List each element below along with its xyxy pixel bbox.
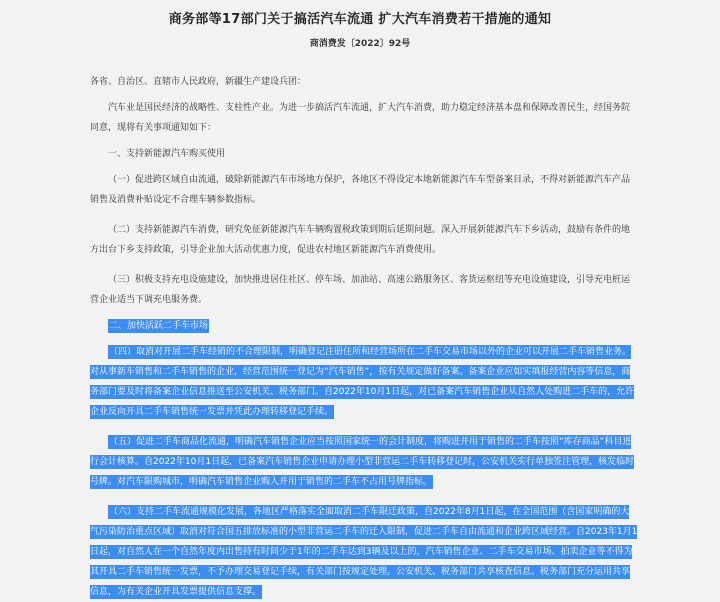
paragraph-item-4[interactable] xyxy=(90,342,638,422)
document-body xyxy=(90,72,638,602)
document-title: 商务部等17部门关于搞活汽车流通 扩大汽车消费若干措施的通知 xyxy=(168,12,552,27)
selected-text: 二、加快活跃二手车市场 xyxy=(109,321,209,331)
selected-text: （六）支持二手车流通规模化发展，各地区严格落实全面取消二手车限迁政策，自2022年8月1日起，在全国范围（含国家明确的大气污染防治重点区域）取消对符合国五排放标准的小型非营运二手车的迁入限制，促进二手车自由流通和企业跨区域经营。自2023年1月1日起，对自然人在一个自然年度内出售持有时间少于1年的二手车达到3辆及以上的，汽车销售企业、二手车交易市场、拍卖企业等不得为其开具二手车销售统一发票，不予办理交易登记手续，有关部门按规定处理。公安机关、税务部门共享核查信息。税务部门充分运用共享信息，为有关企业开具发票提供信息支撑。 xyxy=(90,507,638,597)
section-heading-1: 一、支持新能源汽车购买使用 xyxy=(108,149,226,159)
addressee: 各省、自治区、直辖市人民政府，新疆生产建设兵团： xyxy=(90,77,307,87)
paragraph-item-2: （二）支持新能源汽车消费，研究免征新能源汽车车辆购置税政策到期后延期问题。深入开展新能源汽车下乡活动，鼓励有条件的地方出台下乡支持政策，引导企业加大活动优惠力度，促进农村地区新能源汽车消费使用。 xyxy=(90,225,631,255)
document-number: 商消费发〔2022〕92号 xyxy=(309,39,411,49)
paragraph-item-5[interactable] xyxy=(90,432,638,492)
paragraph-item-6[interactable] xyxy=(90,502,638,602)
section-heading-2[interactable] xyxy=(90,316,638,336)
paragraph-item-3: （三）积极支持充电设施建设，加快推进居住社区、停车场、加油站、高速公路服务区、客货运枢纽等充电设施建设，引导充电桩运营企业适当下调充电服务费。 xyxy=(90,275,631,305)
paragraph-item-1: （一）促进跨区域自由流通，破除新能源汽车市场地方保护，各地区不得设定本地新能源汽车车型备案目录，不得对新能源汽车产品销售及消费补贴设定不合理车辆参数指标。 xyxy=(90,175,631,205)
selected-text: （五）促进二手车商品化流通，明确汽车销售企业应当按照国家统一的会计制度，将购进并用于销售的二手车按照“库存商品”科目进行会计核算。自2022年10月1日起，已备案汽车销售企业申请办理小型非营运二手车转移登记时，公安机关实行单独签注管理，核发临时号牌。对汽车限购城市，明确汽车销售企业购入并用于销售的二手车不占用号牌指标。 xyxy=(90,437,635,487)
intro-paragraph: 汽车业是国民经济的战略性、支柱性产业。为进一步搞活汽车流通，扩大汽车消费，助力稳定经济基本盘和保障改善民生，经国务院同意，现将有关事项通知如下： xyxy=(90,103,631,133)
selected-text: （四）取消对开展二手车经销的不合理限制，明确登记注册住所和经营场所在二手车交易市场以外的企业可以开展二手车销售业务。对从事新车销售和二手车销售的企业，经营范围统一登记为“汽车销售”，按有关规定做好备案。备案企业应如实填报经营内容等信息，商务部门要及时将备案企业信息推送至公安机关、税务部门。自2022年10月1日起，对已备案汽车销售企业从自然人处购进二手车的，允许企业反向开具二手车销售统一发票并凭此办理转移登记手续。 xyxy=(90,347,635,417)
